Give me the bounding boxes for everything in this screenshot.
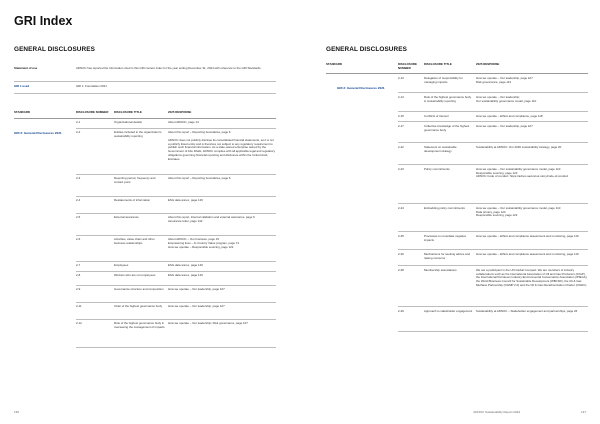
table-row (398, 250, 588, 266)
gri1-row (14, 82, 276, 94)
disclosure-number: 2-14 (398, 94, 404, 99)
table-row (398, 74, 588, 93)
right-table-header (326, 63, 588, 74)
table-row (76, 286, 276, 303)
disclosure-number: 2-1 (76, 120, 81, 125)
disclosure-title: Policy commitments (424, 166, 450, 171)
table-row (398, 165, 588, 204)
disclosure-number: 2-13 (398, 75, 404, 80)
disclosure-title: Processes to remediate negative impacts (424, 233, 467, 242)
disclosure-title: Restatements of information (114, 198, 151, 203)
disclosure-title: External assurance (114, 215, 139, 220)
disclosure-title: Employees (114, 263, 129, 268)
disclosure-number: 2-2 (76, 130, 81, 135)
disclosure-response: How we operate – Ethics and compliance assessment and monitoring, page 119 (476, 251, 579, 256)
disclosure-number: 2-15 (398, 113, 404, 118)
disclosure-response: How we operate – Our sustainability governance model, page 110 Data privacy, page 124 Responsible sourcing, page 122 (476, 205, 561, 218)
disclosure-response: How we operate – Our leadership, page 107 (476, 123, 533, 128)
disclosure-title: Governance structure and composition (114, 287, 164, 292)
disclosure-response: ESG data annex, page 126 (168, 198, 203, 203)
disclosure-response: About this report – Reporting boundaries, page 6 ADNOC does not publicly disclose its consolidated financial statements, as it is not a publicly listed entity and is therefore not subject to any regulatory requirement to publish such financial information. As a state-owned enterprise owned by the Government of Abu Dhabi, ADNOC complies with all applicable legal and regulatory obligations governing financial reporting and disclosure within the United Arab Emirates. (168, 130, 276, 161)
disclosure-number: 2-4 (76, 198, 81, 203)
disclosure-number: 2-29 (398, 308, 404, 313)
disclosure-response: About this report, Internal validation and external assurance, page 6 Assurance letter, page 142 (168, 215, 255, 223)
table-row (76, 303, 276, 320)
table-row (398, 93, 588, 112)
statement-label: Statement of use (14, 66, 38, 70)
table-row (76, 214, 276, 236)
disclosure-response: About ADNOC – Our business, page 15 Empowering lives – In-Country Value program, page 74 How we operate – Responsible sourcing, page 122 (168, 237, 239, 249)
disclosure-number: 2-8 (76, 273, 81, 278)
header-standard: STANDARD (326, 62, 343, 66)
gri1-label: GRI 1 used (14, 84, 30, 88)
disclosure-number: 2-28 (398, 267, 404, 272)
disclosure-title: Mechanisms for seeking advice and raising concerns (424, 251, 470, 260)
header-response: 2025 RESPONSE (168, 110, 192, 114)
statement-text: ADNOC has reported the information cited in this GRI content index for the year ending December 31, 2024 with reference to the GRI Standards. (76, 66, 262, 70)
left-table-header (14, 111, 276, 119)
disclosure-response: How we operate – Ethics and compliance assessment and monitoring, page 119 (476, 233, 579, 238)
left-table (14, 111, 276, 348)
section-title-right: GENERAL DISCLOSURES (326, 46, 407, 53)
table-row (398, 143, 588, 165)
table-row (76, 262, 276, 272)
disclosure-response: ESG data annex, page 126 (168, 273, 203, 278)
disclosure-response: How we operate – Our leadership, page 107 (168, 287, 225, 292)
gri1-text: GRI 1: Foundation 2021 (76, 84, 107, 88)
disclosure-number: 2-22 (398, 144, 404, 149)
disclosure-number: 2-12 (76, 321, 82, 326)
table-row (76, 175, 276, 197)
disclosure-number: 2-3 (76, 176, 81, 181)
disclosure-title: Entities included in the organization's sustainability reporting (114, 130, 162, 138)
table-row (398, 266, 588, 307)
disclosure-title: Organizational details (114, 120, 142, 125)
disclosure-response: How we operate – Our leadership, page 107 (168, 304, 225, 309)
disclosure-title: Activities, value chain and other business relationships (114, 237, 155, 245)
table-row (76, 320, 276, 348)
disclosure-title: Collective knowledge of the highest governance body (424, 123, 470, 132)
table-row (398, 122, 588, 143)
disclosure-title: Conflicts of interest (424, 113, 449, 118)
disclosure-response: Sustainability at ADNOC – Stakeholder engagement and partnerships, page 26 (476, 308, 578, 313)
standard-name-left: GRI 2: General Disclosures 2021 (14, 131, 62, 135)
table-row (398, 204, 588, 232)
table-row (76, 119, 276, 129)
disclosure-response: ESG data annex, page 126 (168, 263, 203, 268)
header-number: DISCLOSURE NUMBER (398, 62, 417, 70)
right-table (326, 63, 588, 332)
table-row (76, 236, 276, 262)
disclosure-title: Reporting period, frequency and contact point (114, 176, 156, 184)
disclosure-title: Approach to stakeholder engagement (424, 308, 473, 313)
disclosure-title: Role of the highest governance body in sustainability reporting (424, 94, 472, 103)
header-number: DISCLOSURE NUMBER (76, 110, 109, 114)
disclosure-number: 2-26 (398, 251, 404, 256)
header-title: DISCLOSURE TITLE (424, 62, 452, 66)
disclosure-number: 2-25 (398, 233, 404, 238)
disclosure-number: 2-7 (76, 263, 81, 268)
footer-page-left: 136 (14, 410, 20, 414)
disclosure-title: Membership associations (424, 267, 457, 272)
table-row (76, 129, 276, 175)
table-row (76, 272, 276, 286)
right-table-body (326, 74, 588, 332)
disclosure-response: About this report – Reporting boundaries, page 6 (168, 176, 231, 181)
disclosure-title: Embedding policy commitments (424, 205, 465, 210)
left-table-body (14, 119, 276, 348)
disclosure-title: Role of the highest governance body in overseeing the management of impacts (114, 321, 165, 329)
disclosure-number: 2-17 (398, 123, 404, 128)
disclosure-title: Workers who are not employees (114, 273, 156, 278)
disclosure-response: How we operate – Our leadership; Our sustainability governance model, page 110 (476, 94, 537, 103)
disclosure-response: We are a participant in the UN Global Compact. We are members of industry collaborations such as the International Association of Oil and Gas Producers (IOGP), the International Petroleum Industry Environmental Conservation Association (IPIECA), the World Business Council for Sustainable Development (WBCSD), the Oil & Gas Methane Partnership (OGMP 2.0) and the Oil & Gas Decarbonization Charter (OGDC). (476, 267, 588, 288)
disclosure-number: 2-23 (398, 166, 404, 171)
section-title-left: GENERAL DISCLOSURES (14, 46, 95, 53)
disclosure-response: About ADNOC, page 14 (168, 120, 199, 125)
header-title: DISCLOSURE TITLE (114, 110, 142, 114)
disclosure-response: How we operate – Our leadership, page 107 Risk governance, page 113 (476, 75, 533, 84)
disclosure-response: How we operate – Our leadership; Risk governance, page 107 (168, 321, 248, 326)
footer-report-name: ADNOC Sustainability Report 2024 (473, 410, 520, 414)
header-response: 2025 RESPONSE (476, 62, 500, 66)
header-standard: STANDARD (14, 110, 31, 114)
footer-page-right: 137 (580, 410, 586, 414)
disclosure-number: 2-24 (398, 205, 404, 210)
disclosure-title: Chair of the highest governance body (114, 304, 163, 309)
statement-block (14, 64, 276, 94)
table-row (398, 112, 588, 122)
disclosure-number: 2-11 (76, 304, 82, 309)
table-row (398, 307, 588, 332)
disclosure-response: How we operate – Ethics and compliance, page 118 (476, 113, 543, 118)
table-row (76, 197, 276, 214)
disclosure-response: Sustainability at ADNOC: Our 2030 sustainability strategy, page 20 (476, 144, 562, 149)
disclosure-response: How we operate – Our sustainability governance model, page 110 Responsible sourcing, page 122 ADNOC Code of conduct: https://adnoc.ae/en/our-story/code-of-conduct (476, 166, 569, 179)
disclosure-title: Delegation of responsibility for managing impacts (424, 75, 463, 84)
standard-name-right: GRI 2: General Disclosures 2021 (337, 86, 385, 90)
statement-of-use-row (14, 64, 276, 82)
disclosure-number: 2-5 (76, 215, 81, 220)
page-title: GRI Index (14, 14, 73, 28)
disclosure-title: Statement on sustainable development strategy (424, 144, 457, 153)
disclosure-number: 2-9 (76, 287, 81, 292)
disclosure-number: 2-6 (76, 237, 81, 242)
table-row (398, 232, 588, 250)
